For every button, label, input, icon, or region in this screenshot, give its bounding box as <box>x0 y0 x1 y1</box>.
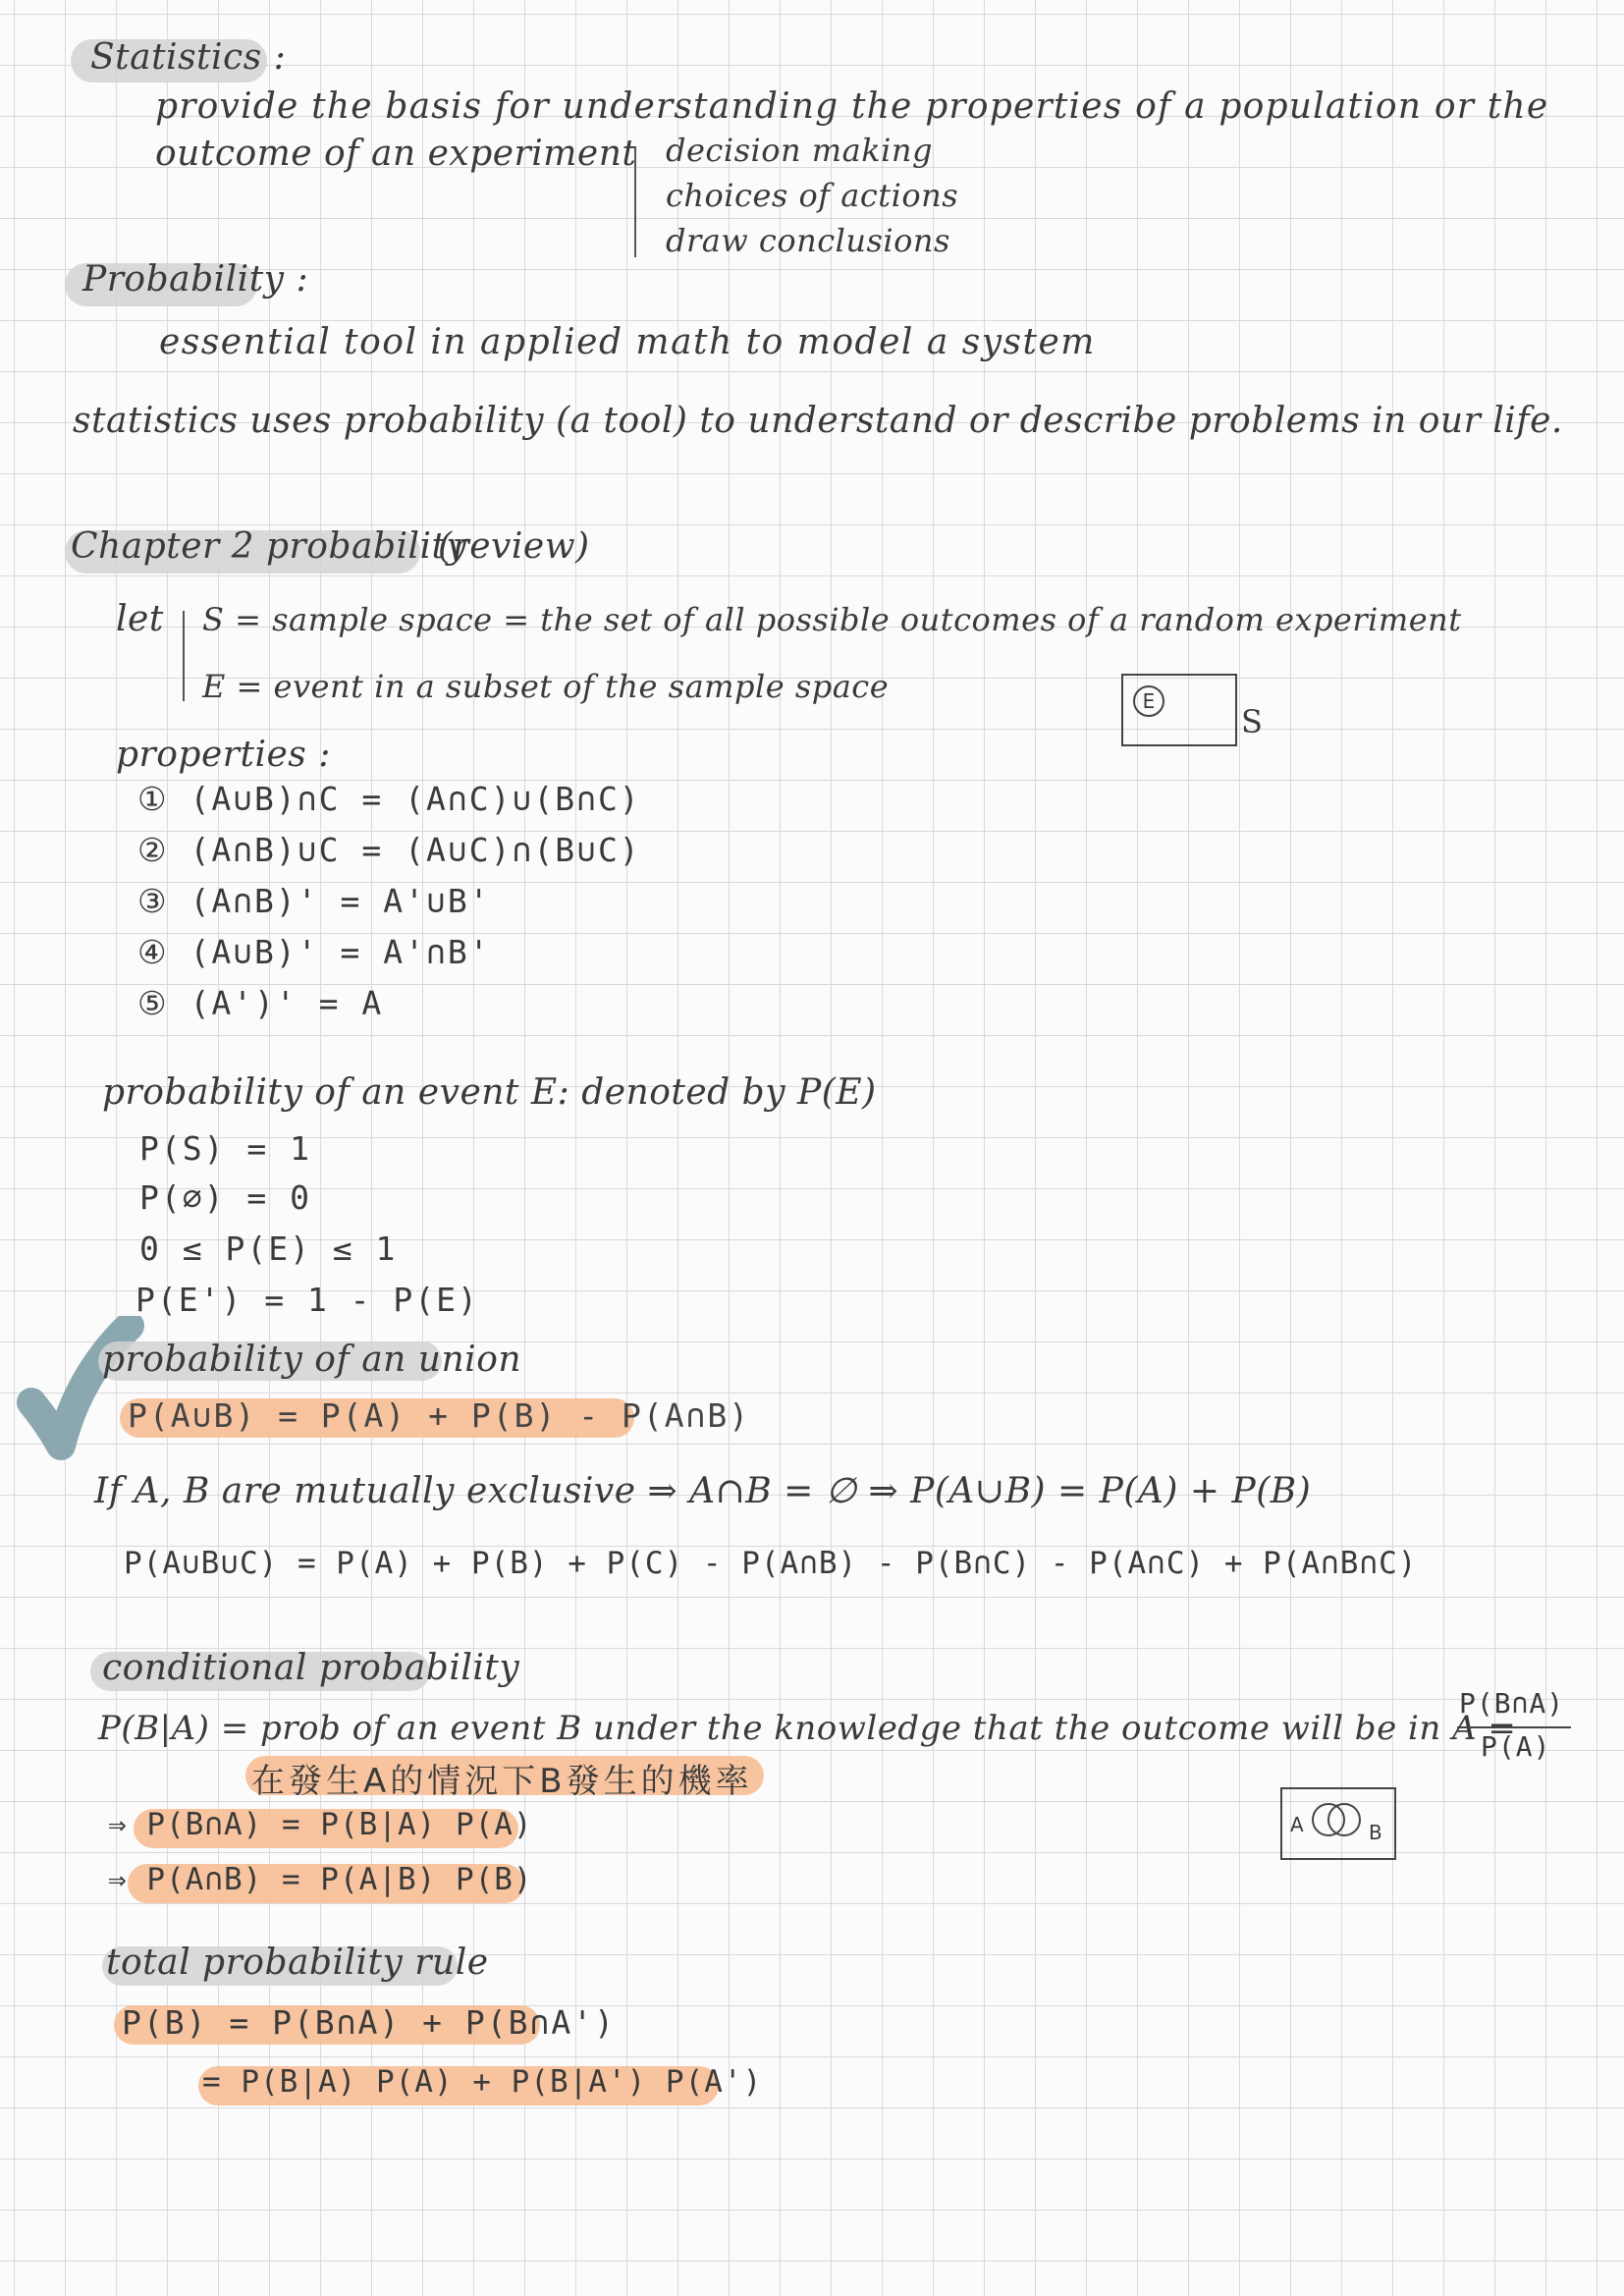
event-prob-4: P(E') = 1 - P(E) <box>135 1281 479 1319</box>
three-set-union: P(A∪B∪C) = P(A) + P(B) + P(C) - P(A∩B) - P(B∩C) - P(A∩C) + P(A∩B∩C) <box>124 1546 1418 1581</box>
sample-space-diagram <box>1121 674 1237 746</box>
statistics-heading: Statistics : <box>90 37 287 78</box>
statistics-use-3: draw conclusions <box>666 222 950 259</box>
conditional-fraction-numerator: P(B∩A) <box>1459 1687 1565 1720</box>
let-label: let <box>116 599 164 639</box>
property-4: ④ (A∪B)' = A'∩B' <box>137 933 491 971</box>
conditional-fraction-bar <box>1457 1726 1571 1728</box>
statistics-line-2: outcome of an experiment <box>155 134 637 174</box>
conditional-rule-2: ⇒ P(A∩B) = P(A|B) P(B) <box>108 1862 533 1897</box>
event-circle: E <box>1133 685 1164 717</box>
conditional-rule-1: ⇒ P(B∩A) = P(B|A) P(A) <box>108 1807 533 1842</box>
statistics-line-1: provide the basis for understanding the properties of a population or the <box>155 86 1549 127</box>
event-definition: E = event in a subset of the sample space <box>202 668 890 705</box>
event-prob-2: P(∅) = 0 <box>139 1178 311 1217</box>
properties-heading: properties : <box>116 735 331 775</box>
chinese-note: 在發生A的情況下B發生的機率 <box>251 1762 753 1801</box>
probability-summary: statistics uses probability (a tool) to understand or describe problems in our life. <box>73 401 1563 441</box>
union-formula: P(A∪B) = P(A) + P(B) - P(A∩B) <box>128 1396 751 1435</box>
property-1: ① (A∪B)∩C = (A∩C)∪(B∩C) <box>137 780 641 818</box>
statistics-brace <box>634 147 636 257</box>
total-heading: total probability rule <box>106 1942 489 1983</box>
conditional-fraction-denominator: P(A) <box>1481 1730 1551 1763</box>
venn-label-a: A <box>1290 1813 1304 1836</box>
mutually-exclusive-rule: If A, B are mutually exclusive ⇒ A∩B = ∅ ⇒ P(A∪B) = P(A) + P(B) <box>94 1471 1312 1511</box>
venn-diagram <box>1280 1787 1396 1860</box>
event-prob-3: 0 ≤ P(E) ≤ 1 <box>139 1230 398 1268</box>
sample-space-label: S <box>1241 703 1264 740</box>
venn-circle-b <box>1327 1803 1361 1836</box>
chapter-heading: Chapter 2 probability <box>71 526 467 567</box>
property-3: ③ (A∩B)' = A'∪B' <box>137 882 491 920</box>
statistics-use-1: decision making <box>666 132 933 169</box>
union-heading: probability of an union <box>102 1339 522 1380</box>
probability-line-1: essential tool in applied math to model a system <box>159 322 1096 362</box>
event-probability-intro: probability of an event E: denoted by P(E) <box>102 1072 877 1113</box>
event-prob-1: P(S) = 1 <box>139 1129 311 1168</box>
venn-label-b: B <box>1369 1821 1382 1844</box>
conditional-heading: conditional probability <box>102 1648 520 1688</box>
sample-space-definition: S = sample space = the set of all possible outcomes of a random experiment <box>202 601 1462 638</box>
check-mark-icon <box>10 1316 147 1463</box>
chapter-subtitle: (review) <box>438 526 590 567</box>
statistics-use-2: choices of actions <box>666 177 959 214</box>
conditional-definition: P(B|A) = prob of an event B under the knowledge that the outcome will be in A = <box>98 1709 1517 1748</box>
total-line-1: P(B) = P(B∩A) + P(B∩A') <box>122 2003 616 2042</box>
probability-heading: Probability : <box>82 259 309 300</box>
property-5: ⑤ (A')' = A <box>137 984 384 1022</box>
let-brace <box>183 611 185 701</box>
property-2: ② (A∩B)∪C = (A∪C)∩(B∪C) <box>137 831 641 869</box>
total-line-2: = P(B|A) P(A) + P(B|A') P(A') <box>202 2064 763 2100</box>
